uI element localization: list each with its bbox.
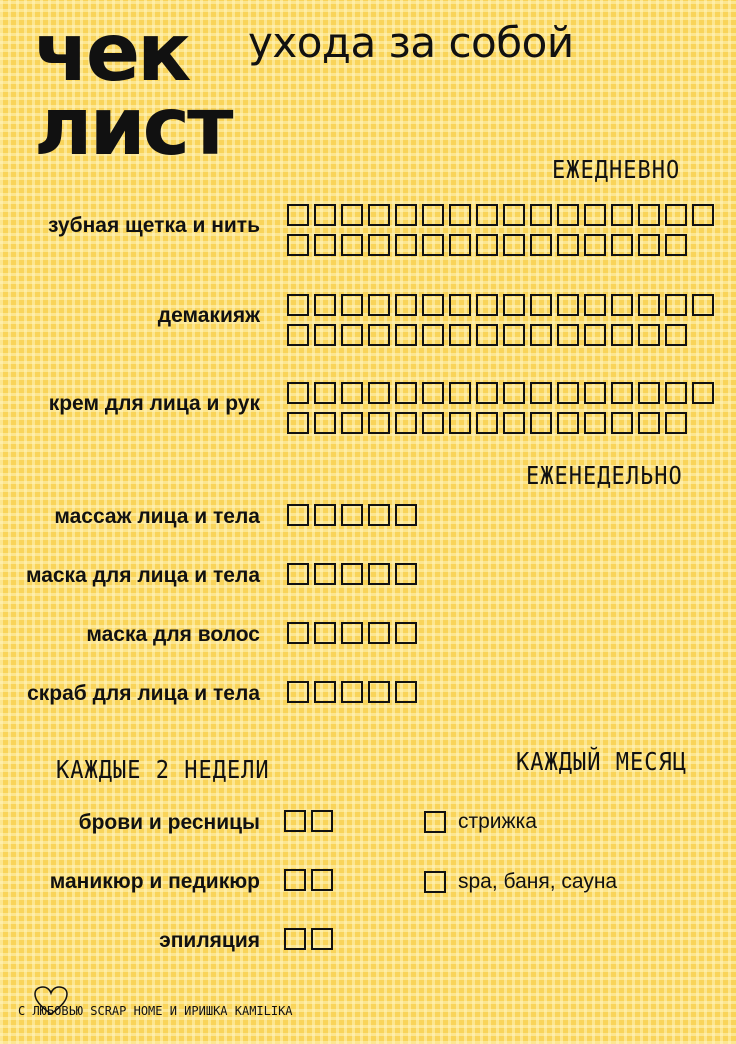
biweekly-item-label: брови и ресницы xyxy=(78,811,260,834)
checkbox[interactable] xyxy=(287,412,309,434)
daily-item-label: крем для лица и рук xyxy=(48,392,260,415)
checkbox[interactable] xyxy=(395,234,417,256)
checkbox[interactable] xyxy=(287,622,309,644)
checkbox[interactable] xyxy=(611,234,633,256)
checkbox[interactable] xyxy=(557,204,579,226)
checkbox[interactable] xyxy=(287,681,309,703)
checkbox[interactable] xyxy=(395,324,417,346)
weekly-item-label: маска для волос xyxy=(86,623,260,646)
checkbox[interactable] xyxy=(368,382,390,404)
title-line-1: чек xyxy=(34,6,189,99)
checkbox[interactable] xyxy=(584,382,606,404)
checkbox[interactable] xyxy=(287,294,309,316)
title-line-2: лист xyxy=(34,80,231,173)
section-weekly-heading: ЕЖЕНЕДЕЛЬНО xyxy=(526,462,683,491)
checkbox[interactable] xyxy=(341,204,363,226)
checkbox[interactable] xyxy=(368,504,390,526)
checkbox[interactable] xyxy=(287,204,309,226)
checkbox[interactable] xyxy=(368,412,390,434)
checkbox[interactable] xyxy=(476,382,498,404)
checkbox[interactable] xyxy=(314,681,336,703)
daily-item-label: зубная щетка и нить xyxy=(48,214,260,237)
checkbox[interactable] xyxy=(314,204,336,226)
checkbox[interactable] xyxy=(449,294,471,316)
checkbox-row xyxy=(287,294,719,316)
checkbox-row xyxy=(287,622,422,644)
checkbox[interactable] xyxy=(449,412,471,434)
checkbox[interactable] xyxy=(287,324,309,346)
checkbox[interactable] xyxy=(341,563,363,585)
checkbox-row xyxy=(424,811,451,833)
checkbox-row xyxy=(287,204,719,226)
checkbox[interactable] xyxy=(311,810,333,832)
checkbox[interactable] xyxy=(341,294,363,316)
checkbox[interactable] xyxy=(368,294,390,316)
checkbox[interactable] xyxy=(665,294,687,316)
checkbox[interactable] xyxy=(314,382,336,404)
checkbox[interactable] xyxy=(341,412,363,434)
checkbox[interactable] xyxy=(368,324,390,346)
checkbox[interactable] xyxy=(422,294,444,316)
checkbox[interactable] xyxy=(611,382,633,404)
checkbox[interactable] xyxy=(638,412,660,434)
checkbox-row xyxy=(287,681,422,703)
checkbox[interactable] xyxy=(584,234,606,256)
weekly-item-label: скраб для лица и тела xyxy=(27,682,260,705)
checkbox[interactable] xyxy=(611,412,633,434)
checkbox[interactable] xyxy=(287,234,309,256)
checkbox[interactable] xyxy=(314,622,336,644)
checkbox[interactable] xyxy=(665,382,687,404)
checkbox[interactable] xyxy=(314,412,336,434)
checkbox[interactable] xyxy=(665,412,687,434)
checkbox[interactable] xyxy=(395,563,417,585)
checkbox[interactable] xyxy=(341,324,363,346)
weekly-item-label: массаж лица и тела xyxy=(54,505,260,528)
checkbox[interactable] xyxy=(476,234,498,256)
checkbox[interactable] xyxy=(422,382,444,404)
checkbox[interactable] xyxy=(424,871,446,893)
checkbox[interactable] xyxy=(368,234,390,256)
checkbox[interactable] xyxy=(503,324,525,346)
checkbox[interactable] xyxy=(368,622,390,644)
checkbox[interactable] xyxy=(530,234,552,256)
checkbox[interactable] xyxy=(503,204,525,226)
checkbox-row xyxy=(287,382,719,404)
checkbox-row xyxy=(287,234,692,256)
checkbox[interactable] xyxy=(557,294,579,316)
checkbox[interactable] xyxy=(422,324,444,346)
subtitle: ухода за собой xyxy=(248,18,574,67)
checkbox[interactable] xyxy=(557,234,579,256)
checkbox[interactable] xyxy=(449,324,471,346)
checkbox[interactable] xyxy=(503,382,525,404)
checkbox[interactable] xyxy=(341,382,363,404)
checkbox[interactable] xyxy=(638,294,660,316)
checkbox[interactable] xyxy=(692,204,714,226)
daily-item-label: демакияж xyxy=(157,304,260,327)
checkbox[interactable] xyxy=(530,204,552,226)
checkbox[interactable] xyxy=(287,504,309,526)
checkbox-row xyxy=(287,412,692,434)
checkbox[interactable] xyxy=(395,681,417,703)
checkbox[interactable] xyxy=(611,324,633,346)
checkbox[interactable] xyxy=(395,412,417,434)
checkbox[interactable] xyxy=(611,294,633,316)
checkbox[interactable] xyxy=(284,928,306,950)
checkbox[interactable] xyxy=(424,811,446,833)
checkbox[interactable] xyxy=(314,234,336,256)
checkbox[interactable] xyxy=(638,324,660,346)
monthly-item-label: стрижка xyxy=(458,810,537,833)
checkbox[interactable] xyxy=(584,412,606,434)
checkbox[interactable] xyxy=(314,294,336,316)
checkbox[interactable] xyxy=(395,382,417,404)
section-daily-heading: ЕЖЕДНЕВНО xyxy=(552,156,681,185)
checkbox[interactable] xyxy=(638,204,660,226)
checkbox[interactable] xyxy=(476,294,498,316)
checkbox[interactable] xyxy=(395,294,417,316)
checkbox-row xyxy=(284,928,338,950)
checkbox[interactable] xyxy=(449,204,471,226)
checkbox[interactable] xyxy=(395,204,417,226)
checkbox[interactable] xyxy=(314,504,336,526)
checkbox[interactable] xyxy=(311,869,333,891)
checkbox[interactable] xyxy=(395,504,417,526)
checkbox[interactable] xyxy=(422,234,444,256)
footer-credit: С ЛЮБОВЬЮ SCRAP HOME И ИРИШКА KAMILIKA xyxy=(18,1004,293,1018)
section-biweekly-heading: КАЖДЫЕ 2 НЕДЕЛИ xyxy=(56,756,270,785)
section-monthly-heading: КАЖДЫЙ МЕСЯЦ xyxy=(516,748,687,777)
checkbox[interactable] xyxy=(368,681,390,703)
checkbox[interactable] xyxy=(557,412,579,434)
checkbox-row xyxy=(284,810,338,832)
checkbox[interactable] xyxy=(368,563,390,585)
checkbox-row xyxy=(424,871,451,893)
checkbox[interactable] xyxy=(638,234,660,256)
checkbox[interactable] xyxy=(476,204,498,226)
checkbox[interactable] xyxy=(503,412,525,434)
checkbox[interactable] xyxy=(368,204,390,226)
weekly-item-label: маска для лица и тела xyxy=(25,564,260,587)
checkbox[interactable] xyxy=(449,234,471,256)
checkbox[interactable] xyxy=(584,324,606,346)
checkbox[interactable] xyxy=(692,382,714,404)
checkbox-row xyxy=(287,563,422,585)
checkbox[interactable] xyxy=(665,234,687,256)
checkbox[interactable] xyxy=(422,204,444,226)
checkbox[interactable] xyxy=(638,382,660,404)
checkbox[interactable] xyxy=(530,324,552,346)
checkbox[interactable] xyxy=(449,382,471,404)
checkbox[interactable] xyxy=(341,504,363,526)
checkbox[interactable] xyxy=(665,324,687,346)
checkbox[interactable] xyxy=(503,234,525,256)
checkbox-row xyxy=(287,324,692,346)
checkbox[interactable] xyxy=(584,294,606,316)
checkbox[interactable] xyxy=(611,204,633,226)
biweekly-item-label: маникюр и педикюр xyxy=(49,870,260,893)
checkbox[interactable] xyxy=(557,382,579,404)
checkbox[interactable] xyxy=(395,622,417,644)
checkbox[interactable] xyxy=(665,204,687,226)
checkbox[interactable] xyxy=(476,324,498,346)
checkbox[interactable] xyxy=(314,324,336,346)
checkbox[interactable] xyxy=(476,412,498,434)
checkbox[interactable] xyxy=(584,204,606,226)
checkbox[interactable] xyxy=(530,382,552,404)
biweekly-item-label: эпиляция xyxy=(159,929,260,952)
checkbox[interactable] xyxy=(287,563,309,585)
checkbox[interactable] xyxy=(503,294,525,316)
checkbox[interactable] xyxy=(557,324,579,346)
monthly-item-label: spa, баня, сауна xyxy=(458,870,618,893)
checkbox[interactable] xyxy=(284,810,306,832)
checkbox[interactable] xyxy=(422,412,444,434)
checkbox[interactable] xyxy=(287,382,309,404)
checkbox-row xyxy=(284,869,338,891)
checkbox[interactable] xyxy=(341,622,363,644)
checkbox[interactable] xyxy=(530,412,552,434)
checkbox[interactable] xyxy=(284,869,306,891)
checkbox[interactable] xyxy=(692,294,714,316)
checkbox[interactable] xyxy=(314,563,336,585)
checkbox[interactable] xyxy=(341,234,363,256)
checkbox[interactable] xyxy=(341,681,363,703)
checkbox[interactable] xyxy=(311,928,333,950)
checkbox[interactable] xyxy=(530,294,552,316)
checkbox-row xyxy=(287,504,422,526)
